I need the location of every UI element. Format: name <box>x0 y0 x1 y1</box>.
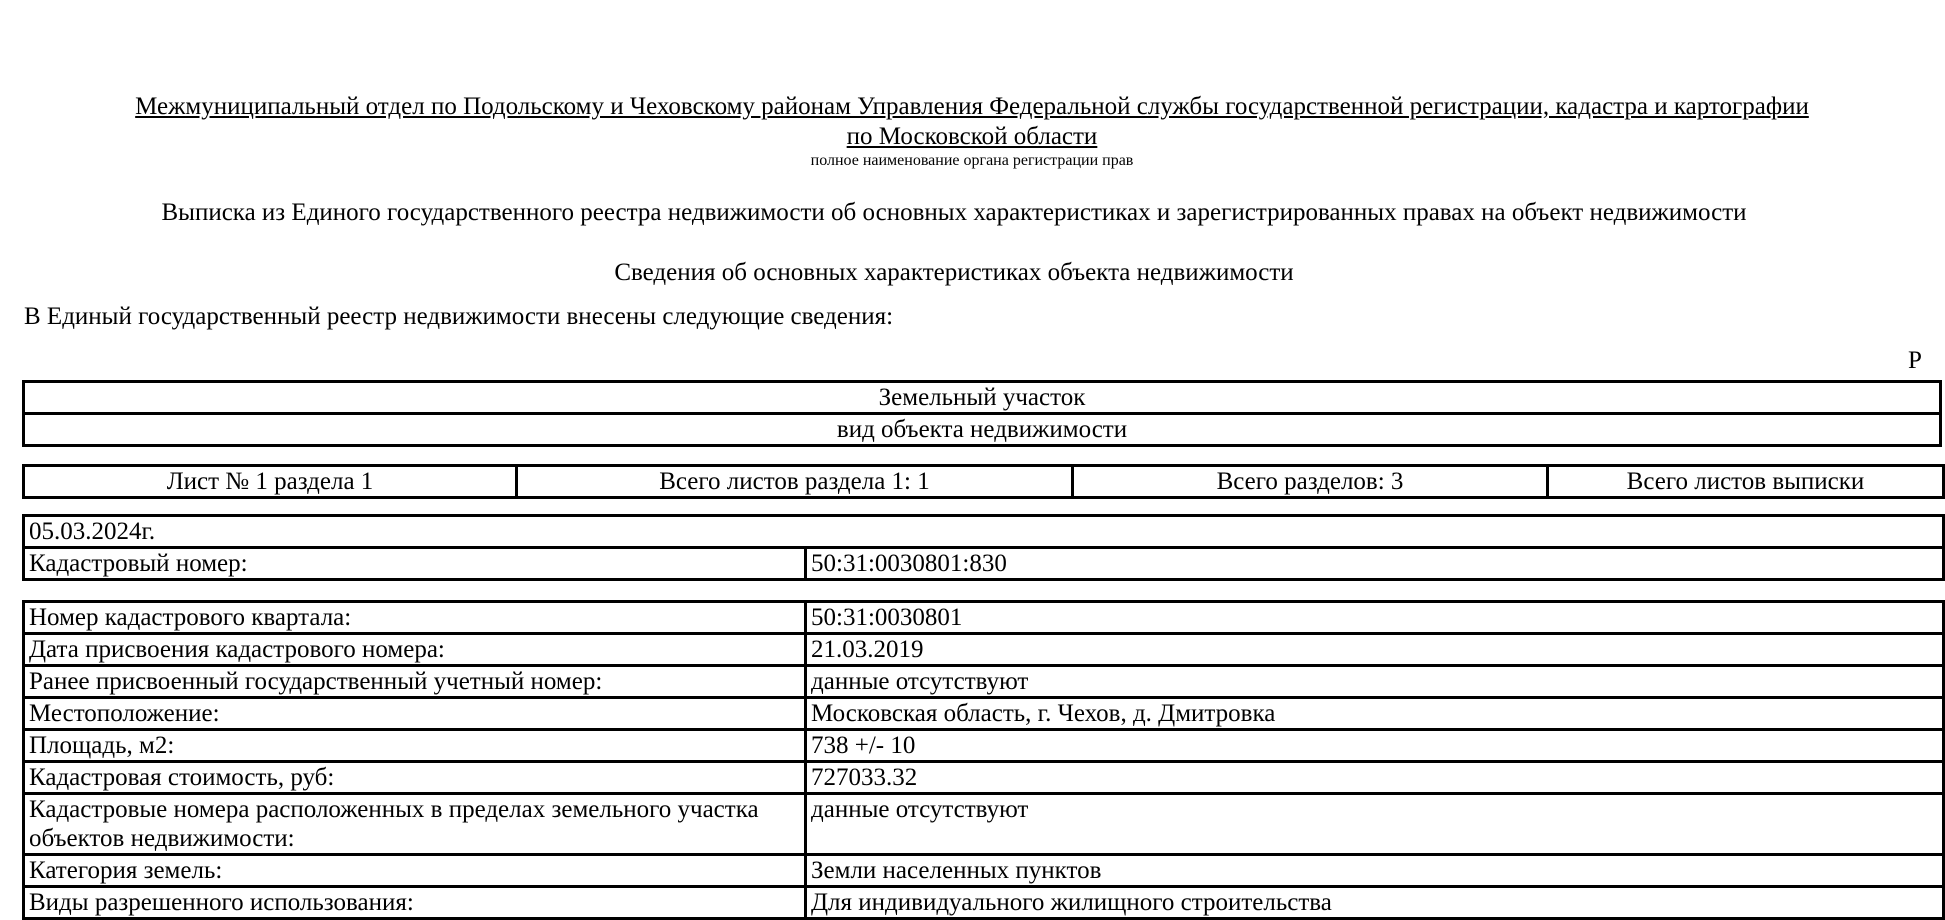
extract-date: 05.03.2024г. <box>24 516 1944 548</box>
property-value: данные отсутствуют <box>806 794 1944 855</box>
authority-line-2: по Московской области <box>846 123 1098 150</box>
intro-text: В Единый государственный реестр недвижимости внесены следующие сведения: <box>24 303 894 330</box>
property-label: Кадастровая стоимость, руб: <box>24 762 806 794</box>
property-value: 50:31:0030801 <box>806 602 1944 634</box>
object-type-caption: вид объекта недвижимости <box>24 414 1941 446</box>
cadastral-number-value: 50:31:0030801:830 <box>806 548 1944 580</box>
table-row <box>24 414 1941 446</box>
record-table <box>22 514 1945 581</box>
property-label: Ранее присвоенный государственный учетный номер: <box>24 666 806 698</box>
corner-letter: Р <box>1908 347 1922 374</box>
table-row <box>24 762 1944 794</box>
property-label: Виды разрешенного использования: <box>24 887 806 919</box>
table-row <box>24 887 1944 919</box>
sheet-number: Лист № 1 раздела 1 <box>24 466 517 498</box>
document-title: Выписка из Единого государственного реестра недвижимости об основных характеристиках и зарегистрированных правах на объект недвижимости <box>161 199 1747 226</box>
table-row <box>24 666 1944 698</box>
authority-line-1: Межмуниципальный отдел по Подольскому и Чеховскому районам Управления Федеральной службы государственной регистрации, кадастра и картографии <box>135 93 1809 120</box>
property-value: Московская область, г. Чехов, д. Дмитровка <box>806 698 1944 730</box>
property-value: Земли населенных пунктов <box>806 855 1944 887</box>
property-label: Дата присвоения кадастрового номера: <box>24 634 806 666</box>
property-label: Кадастровые номера расположенных в пределах земельного участка объектов недвижимости: <box>24 794 806 855</box>
section-title: Сведения об основных характеристиках объекта недвижимости <box>614 259 1294 286</box>
total-sheets-extract: Всего листов выписки <box>1548 466 1944 498</box>
property-value: данные отсутствуют <box>806 666 1944 698</box>
total-sheets-section: Всего листов раздела 1: 1 <box>517 466 1073 498</box>
table-row <box>24 634 1944 666</box>
total-sections: Всего разделов: 3 <box>1073 466 1548 498</box>
property-label: Номер кадастрового квартала: <box>24 602 806 634</box>
property-label: Площадь, м2: <box>24 730 806 762</box>
cadastral-number-label: Кадастровый номер: <box>24 548 806 580</box>
table-row <box>24 516 1944 548</box>
table-row <box>24 698 1944 730</box>
property-value: 727033.32 <box>806 762 1944 794</box>
property-value: 21.03.2019 <box>806 634 1944 666</box>
property-value: 738 +/- 10 <box>806 730 1944 762</box>
authority-caption: полное наименование органа регистрации прав <box>810 152 1134 169</box>
property-value: Для индивидуального жилищного строительства <box>806 887 1944 919</box>
table-row <box>24 794 1944 855</box>
properties-table <box>22 600 1945 920</box>
property-label: Категория земель: <box>24 855 806 887</box>
sheets-info-table <box>22 464 1945 499</box>
property-label: Местоположение: <box>24 698 806 730</box>
table-row <box>24 855 1944 887</box>
table-row <box>24 602 1944 634</box>
table-row <box>24 382 1941 414</box>
object-type-table <box>22 380 1942 447</box>
object-type-value: Земельный участок <box>24 382 1941 414</box>
table-row <box>24 548 1944 580</box>
table-row <box>24 730 1944 762</box>
registration-authority-name <box>24 92 1920 152</box>
table-row <box>24 466 1944 498</box>
